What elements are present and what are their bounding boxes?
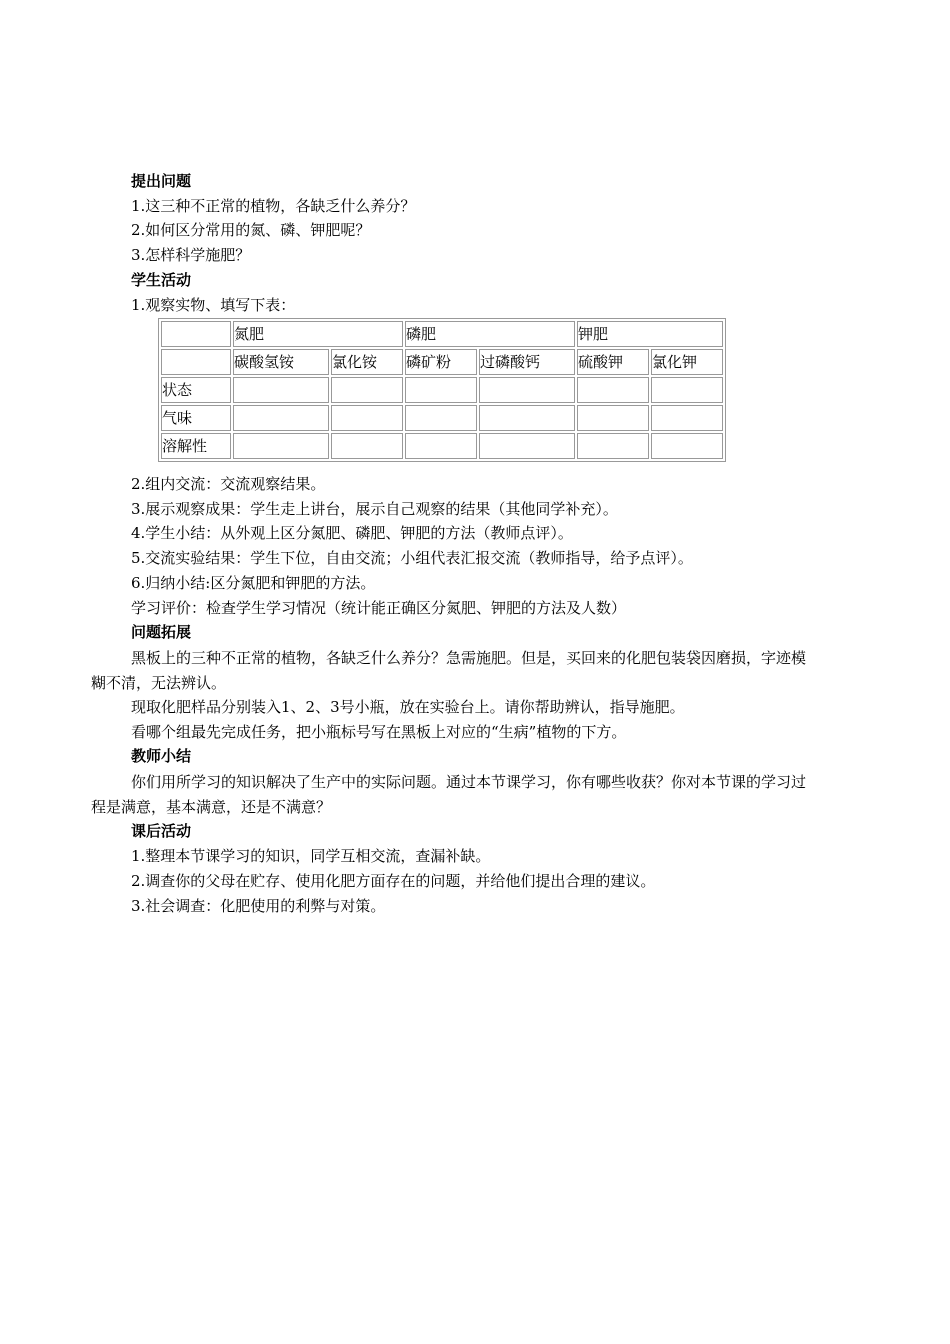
after-class-item: 2.调查你的父母在贮存、使用化肥方面存在的问题，并给他们提出合理的建议。 [131, 872, 656, 890]
heading-student-activity: 学生活动 [131, 271, 192, 289]
summary-paragraph: 你们用所学习的知识解决了生产中的实际问题。通过本节课学习，你有哪些收获？你对本节课的学习过程是满意，基本满意，还是不满意？ [91, 773, 807, 816]
table-cell [233, 377, 329, 403]
table-cell [479, 433, 575, 459]
subheader-cell: 氯化铵 [331, 349, 403, 375]
table-cell [405, 433, 477, 459]
heading-after-class: 课后活动 [131, 822, 192, 840]
table-cell [479, 377, 575, 403]
table-row [161, 349, 723, 375]
after-class-item: 3.社会调查：化肥使用的利弊与对策。 [131, 897, 386, 915]
activity-item: 5.交流实验结果：学生下位，自由交流；小组代表汇报交流（教师指导，给予点评）。 [131, 549, 693, 567]
subheader-cell: 硫酸钾 [577, 349, 649, 375]
subheader-cell: 碳酸氢铵 [233, 349, 329, 375]
table-row [161, 433, 723, 459]
table-cell [161, 349, 231, 375]
table-row [161, 377, 723, 403]
table-cell [331, 405, 403, 431]
table-cell [161, 321, 231, 347]
group-header-nitrogen: 氮肥 [233, 321, 403, 347]
table-row [161, 405, 723, 431]
table-cell [405, 405, 477, 431]
question-item: 3.怎样科学施肥？ [131, 246, 251, 264]
activity-intro: 1.观察实物、填写下表： [131, 296, 296, 314]
table-cell [405, 377, 477, 403]
learning-evaluation: 学习评价：检查学生学习情况（统计能正确区分氮肥、钾肥的方法及人数） [131, 599, 627, 617]
extension-paragraph: 黑板上的三种不正常的植物，各缺乏什么养分？急需施肥。但是，买回来的化肥包装袋因磨损，字迹模糊不清，无法辨认。 [91, 649, 807, 692]
table-cell [651, 433, 723, 459]
heading-raise-questions: 提出问题 [131, 172, 192, 190]
after-class-item: 1.整理本节课学习的知识，同学互相交流，查漏补缺。 [131, 847, 491, 865]
table-row [161, 321, 723, 347]
question-item: 1.这三种不正常的植物，各缺乏什么养分？ [131, 197, 416, 215]
activity-item: 6.归纳小结:区分氮肥和钾肥的方法。 [131, 574, 376, 592]
activity-item: 3.展示观察成果：学生走上讲台，展示自己观察的结果（其他同学补充）。 [131, 500, 618, 518]
subheader-cell: 磷矿粉 [405, 349, 477, 375]
subheader-cell: 过磷酸钙 [479, 349, 575, 375]
activity-item: 4.学生小结：从外观上区分氮肥、磷肥、钾肥的方法（教师点评）。 [131, 524, 573, 542]
table-cell [577, 405, 649, 431]
table-cell [479, 405, 575, 431]
group-header-potassium: 钾肥 [577, 321, 723, 347]
table-cell [331, 377, 403, 403]
activity-item: 2.组内交流：交流观察结果。 [131, 475, 326, 493]
row-label-state: 状态 [161, 377, 231, 403]
heading-teacher-summary: 教师小结 [131, 747, 192, 765]
table-cell [233, 405, 329, 431]
extension-paragraph: 看哪个组最先完成任务，把小瓶标号写在黑板上对应的“生病”植物的下方。 [131, 723, 627, 741]
question-item: 2.如何区分常用的氮、磷、钾肥呢？ [131, 221, 371, 239]
table-cell [651, 377, 723, 403]
observation-table [158, 318, 726, 462]
row-label-solubility: 溶解性 [161, 433, 231, 459]
table-cell [577, 377, 649, 403]
subheader-cell: 氯化钾 [651, 349, 723, 375]
table-cell [577, 433, 649, 459]
row-label-odor: 气味 [161, 405, 231, 431]
group-header-phosphorus: 磷肥 [405, 321, 575, 347]
extension-paragraph: 现取化肥样品分别装入1、2、3号小瓶，放在实验台上。请你帮助辨认，指导施肥。 [131, 698, 685, 716]
table-cell [233, 433, 329, 459]
table-cell [651, 405, 723, 431]
table-cell [331, 433, 403, 459]
heading-problem-extension: 问题拓展 [131, 623, 192, 641]
